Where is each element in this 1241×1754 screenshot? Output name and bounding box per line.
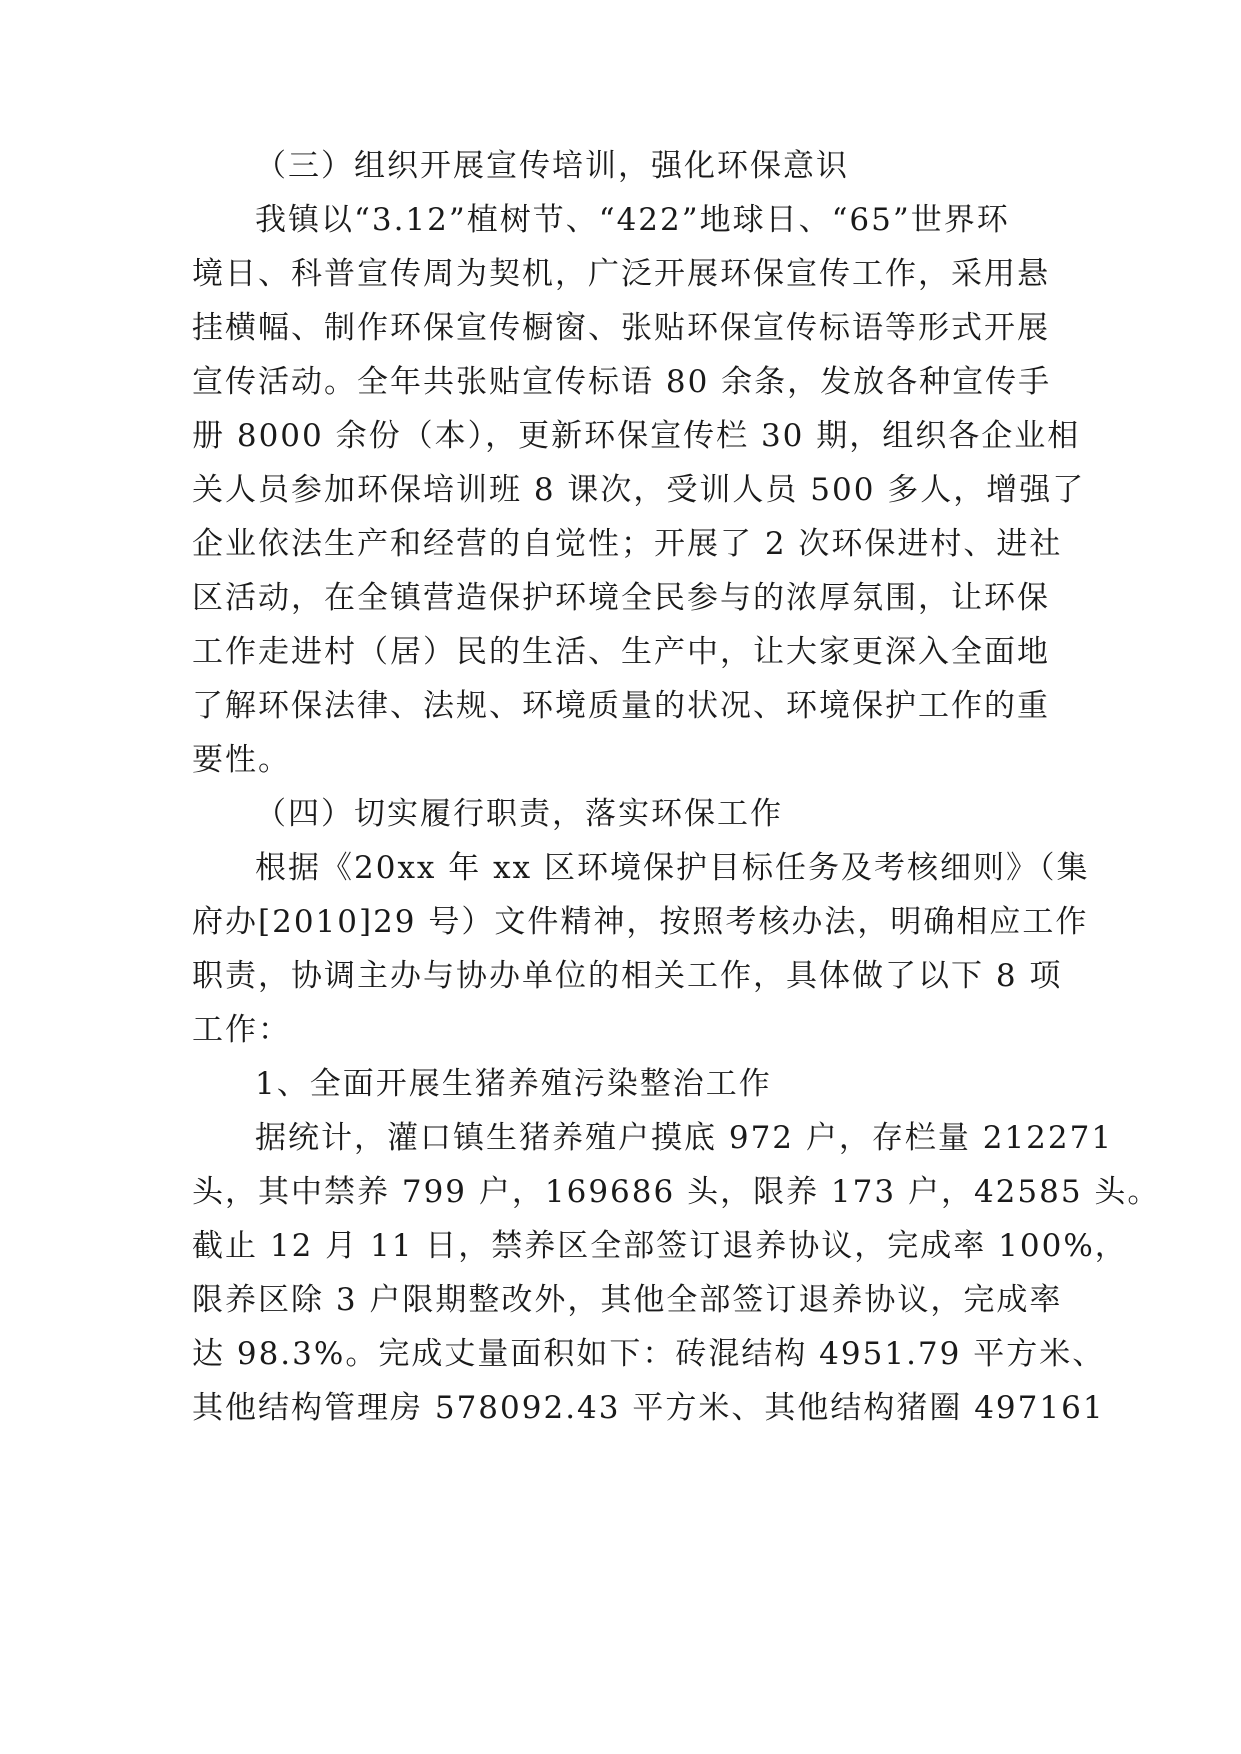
paragraph-line: 工作：: [192, 1012, 291, 1048]
paragraph-line: 府办[2010]29 号）文件精神，按照考核办法，明确相应工作: [192, 904, 1089, 940]
paragraph-line: 境日、科普宣传周为契机，广泛开展环保宣传工作，采用悬: [192, 256, 1050, 292]
paragraph-line: 要性。: [192, 742, 291, 778]
section-heading-3: （三）组织开展宣传培训，强化环保意识: [255, 148, 849, 184]
paragraph-line: 册 8000 余份（本），更新环保宣传栏 30 期，组织各企业相: [192, 418, 1081, 454]
paragraph-line: 工作走进村（居）民的生活、生产中，让大家更深入全面地: [192, 634, 1050, 670]
paragraph-line: 企业依法生产和经营的自觉性；开展了 2 次环保进村、进社: [192, 526, 1063, 562]
paragraph-line: 根据《20xx 年 xx 区环境保护目标任务及考核细则》（集: [255, 850, 1090, 886]
paragraph-line: 其他结构管理房 578092.43 平方米、其他结构猪圈 497161: [192, 1390, 1105, 1426]
subsection-heading-1: 1、全面开展生猪养殖污染整治工作: [255, 1066, 772, 1102]
paragraph-line: 我镇以“3.12”植树节、“422”地球日、“65”世界环: [255, 202, 1010, 238]
paragraph-line: 限养区除 3 户限期整改外，其他全部签订退养协议，完成率: [192, 1282, 1063, 1318]
paragraph-line: 挂横幅、制作环保宣传橱窗、张贴环保宣传标语等形式开展: [192, 310, 1050, 346]
section-heading-4: （四）切实履行职责，落实环保工作: [255, 796, 783, 832]
paragraph-line: 达 98.3%。完成丈量面积如下：砖混结构 4951.79 平方米、: [192, 1336, 1106, 1372]
paragraph-line: 区活动，在全镇营造保护环境全民参与的浓厚氛围，让环保: [192, 580, 1050, 616]
paragraph-line: 据统计，灌口镇生猪养殖户摸底 972 户，存栏量 212271: [255, 1120, 1114, 1156]
paragraph-line: 关人员参加环保培训班 8 课次，受训人员 500 多人，增强了: [192, 472, 1086, 508]
paragraph-line: 宣传活动。全年共张贴宣传标语 80 余条，发放各种宣传手: [192, 364, 1052, 400]
paragraph-line: 职责，协调主办与协办单位的相关工作，具体做了以下 8 项: [192, 958, 1063, 994]
paragraph-line: 了解环保法律、法规、环境质量的状况、环境保护工作的重: [192, 688, 1050, 724]
paragraph-line: 截止 12 月 11 日，禁养区全部签订退养协议，完成率 100%，: [192, 1228, 1128, 1264]
paragraph-line: 头，其中禁养 799 户，169686 头，限养 173 户，42585 头。: [192, 1174, 1161, 1210]
